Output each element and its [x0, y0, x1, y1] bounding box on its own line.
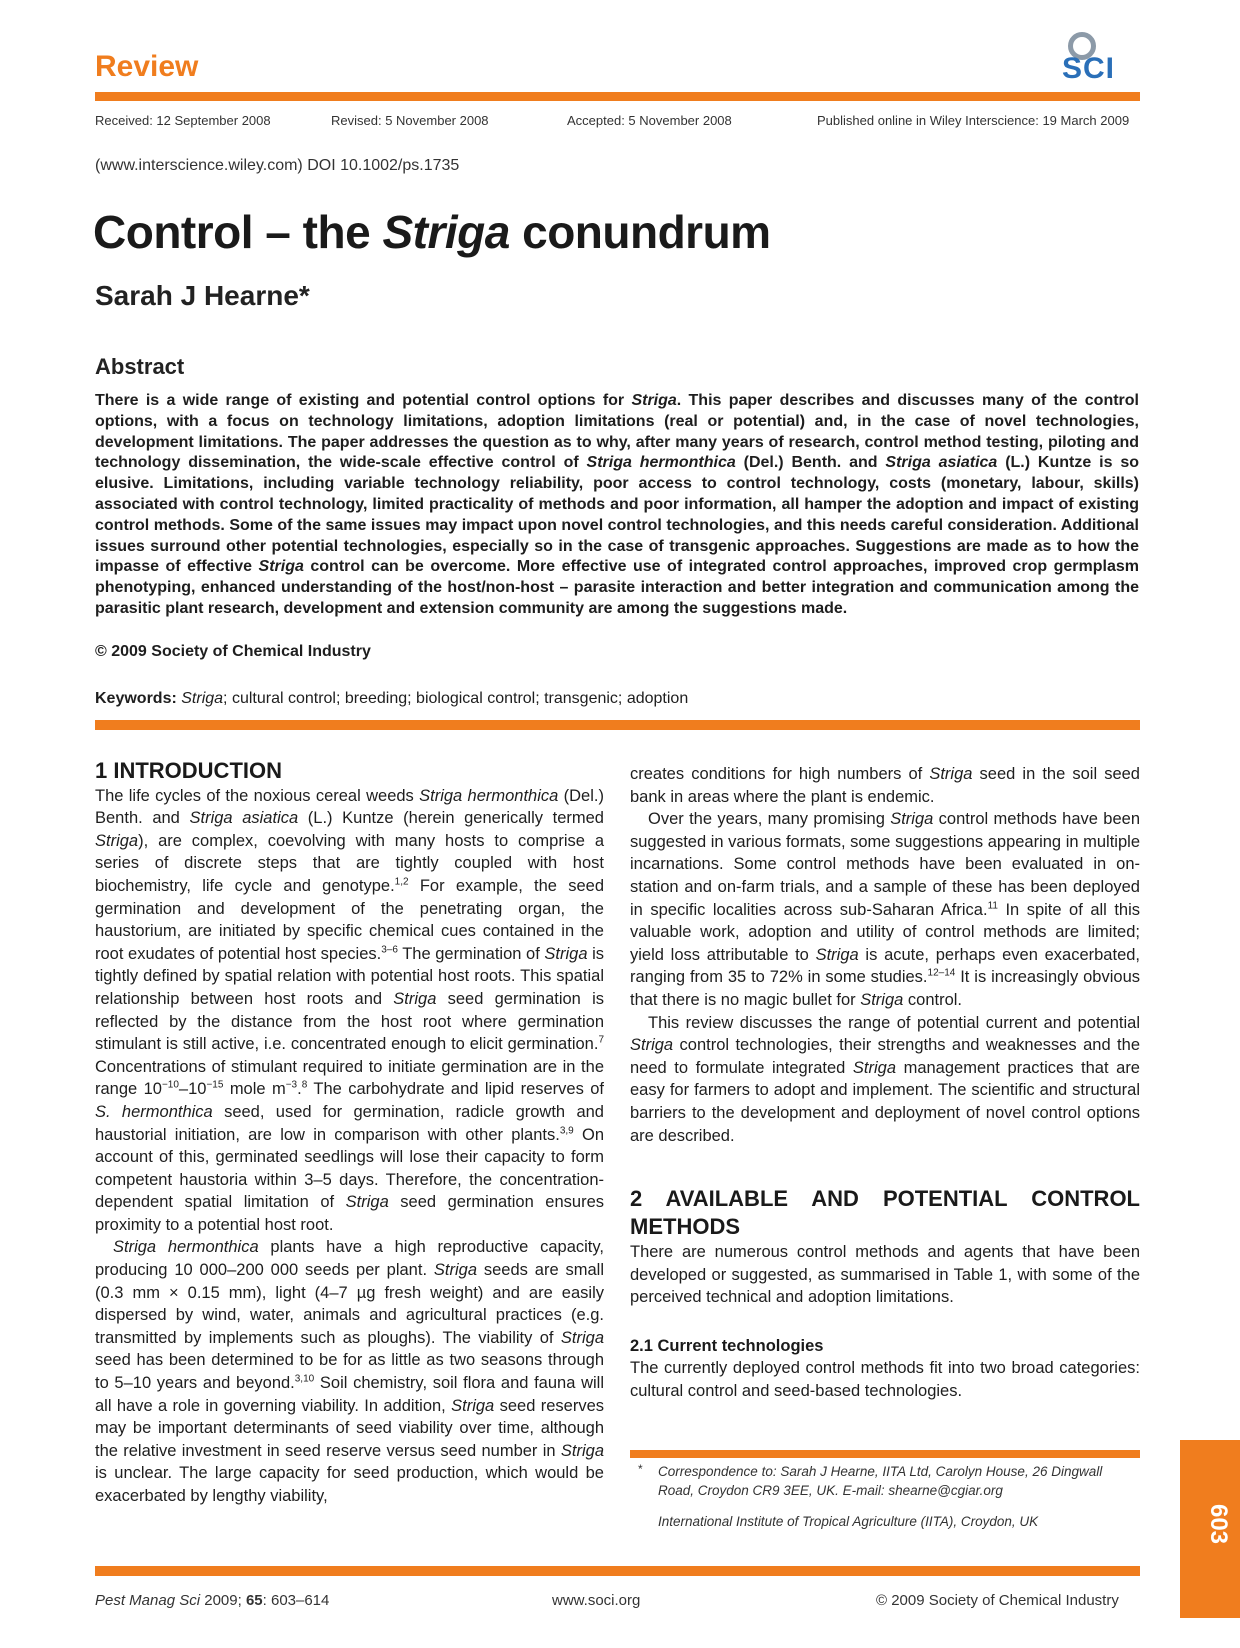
intro-paragraph: The life cycles of the noxious cereal weeds Striga hermonthica (Del.) Benth. and Striga asiatica (L.) Kuntze (herein generically termed Striga), are complex, coevolving with many hosts to comprise a series of discrete steps that are tightly coupled with host biochemistry, life cycle and genotype.$^{1,2}$ For example, the seed germination and development of the penetrating organ, the haustorium, are initiated by specific chemical cues contained in the root exudates of potential host species.$^{3-6}$ The germination of Striga is tightly defined by spatial relation with potential host roots. This spatial relationship between host roots and Striga seed germination is reflected by the distance from the host root where germination stimulant is still active, i.e. concentrated enough to elicit germination.$^7$ Concentrations of stimulant required to initiate germination are in the range $10^{-10}-10^{-15}$ mole $m^{-3}.^8$ The carbohydrate and lipid reserves of S. hermonthica seed, used for germination, radicle growth and haustorial initiation, are low in comparison with other plants.$^{3,9}$ On account of this, germinated seedlings will lose their capacity to form competent haustoria within 3–5 days. Therefore, the concentration-dependent spatial limitation of Striga seed germination ensures proximity to a potential host root.	[95, 786, 605, 1234]
revised-date: Revised: 5 November 2008	[331, 113, 489, 128]
section-2-paragraph: There are numerous control methods and agents that have been developed or suggested, as summarised in Table 1, with some of the perceived technical and adoption limitations.	[630, 1243, 1140, 1307]
intro-paragraph: Over the years, many promising Striga control methods have been suggested in various formats, some suggestions appearing in multiple incarnations. Some control methods have been evaluated in on-station and on-farm trials, and a sample of these has been deployed in specific localities across sub-Saharan Africa.$^{11}$ In spite of all this valuable work, adoption and utility of control methods are limited; yield loss attributable to Striga is acute, perhaps even exacerbated, ranging from 35 to 72% in some studies.$^{12-14}$ It is increasingly obvious that there is no magic bullet for Striga control.	[630, 810, 1141, 1009]
author-name: Sarah J Hearne*	[95, 280, 310, 311]
section-2-1-heading: 2.1 Current technologies	[630, 1336, 824, 1355]
right-column	[630, 763, 1140, 1403]
correspondence-note: Correspondence to: Sarah J Hearne, IITA Ltd, Carolyn House, 26 Dingwall Road, Croydon CR9 3EE, UK. E-mail: shearne@cgiar.org	[658, 1464, 1103, 1498]
sci-logo	[1050, 30, 1140, 86]
abstract-heading: Abstract	[95, 354, 185, 379]
published-date: Published online in Wiley Interscience: 19 March 2009	[817, 113, 1130, 128]
article-title: Control – the Striga conundrum	[93, 206, 771, 258]
abstract-copyright: © 2009 Society of Chemical Industry	[95, 643, 371, 660]
header-rule	[95, 92, 1140, 101]
accepted-date: Accepted: 5 November 2008	[567, 113, 732, 128]
doi-line: (www.interscience.wiley.com) DOI 10.1002/ps.1735	[95, 157, 460, 174]
intro-heading: 1 INTRODUCTION	[95, 758, 282, 783]
footer-rule	[95, 1566, 1140, 1576]
footnote-asterisk: *	[638, 1462, 643, 1476]
footnote-rule	[630, 1450, 1140, 1458]
intro-paragraph: Striga hermonthica plants have a high reproductive capacity, producing 10 000–200 000 seeds per plant. Striga seeds are small (0.3 mm × 0.15 mm), light (4–7 µg fresh weight) and are easily dispersed by wind, water, animals and agricultural practices (e.g. transmitted by implements such as ploughs). The viability of Striga seed has been determined to be for as little as two seasons through to 5–10 years and beyond.$^{3,10}$ Soil chemistry, soil flora and fauna will all have a role in governing viability. In addition, Striga seed reserves may be important determinants of seed viability over time, although the relative investment in seed reserve versus seed number in Striga is unclear. The large capacity for seed production, which would be exacerbated by lengthy viability,	[95, 1238, 604, 1505]
abstract-body: There is a wide range of existing and potential control options for Striga. This paper describes and discusses many of the control options, with a focus on technology limitations, adoption limitations (real or potential) and, in the case of novel technologies, development limitations. The paper addresses the question as to why, after many years of research, control method testing, piloting and technology dissemination, the wide-scale effective control of Striga hermonthica (Del.) Benth. and Striga asiatica (L.) Kuntze is so elusive. Limitations, including variable technology reliability, poor access to control technology, costs (monetary, labour, skills) associated with control technology, limited practicality of methods and poor information, all hamper the adoption and impact of existing control methods. Some of the same issues may impact upon novel control technologies, and this needs careful consideration. Additional issues surround other potential technologies, especially so in the case of transgenic approaches. Suggestions are made as to how the impasse of effective Striga control can be overcome. More effective use of integrated control approaches, improved crop germplasm phenotyping, enhanced understanding of the host/non-host – parasite interaction and better integration and communication among the parasitic plant research, development and extension community are among the suggestions made.	[95, 392, 1139, 617]
footer-copyright: © 2009 Society of Chemical Industry	[876, 1592, 1119, 1609]
page-number: 603	[1205, 1503, 1232, 1545]
logo-text: SCI	[1062, 52, 1116, 85]
left-column	[95, 760, 604, 1508]
section-2-heading: 2 AVAILABLE AND POTENTIAL CONTROL METHODS	[630, 1186, 1140, 1240]
affiliation-note: International Institute of Tropical Agriculture (IITA), Croydon, UK	[658, 1514, 1039, 1529]
section-2-1-paragraph: The currently deployed control methods fit into two broad categories: cultural control and seed-based technologies.	[630, 1359, 1140, 1401]
footnote	[658, 1462, 1140, 1531]
footer-website[interactable]: www.soci.org	[552, 1592, 641, 1609]
section-label: Review	[95, 50, 199, 83]
intro-paragraph: creates conditions for high numbers of Striga seed in the soil seed bank in areas where the plant is endemic.	[630, 765, 1140, 806]
abstract-rule	[95, 720, 1140, 730]
intro-paragraph: This review discusses the range of potential current and potential Striga control technologies, their strengths and weaknesses and the need to formulate integrated Striga management practices that are easy for farmers to adopt and implement. The scientific and structural barriers to the development and deployment of novel control options are described.	[630, 1013, 1140, 1145]
keywords-line: Keywords: Striga; cultural control; breeding; biological control; transgenic; adoption	[95, 690, 689, 707]
received-date: Received: 12 September 2008	[95, 113, 271, 128]
journal-citation: Pest Manag Sci 2009; 65: 603–614	[95, 1592, 330, 1609]
